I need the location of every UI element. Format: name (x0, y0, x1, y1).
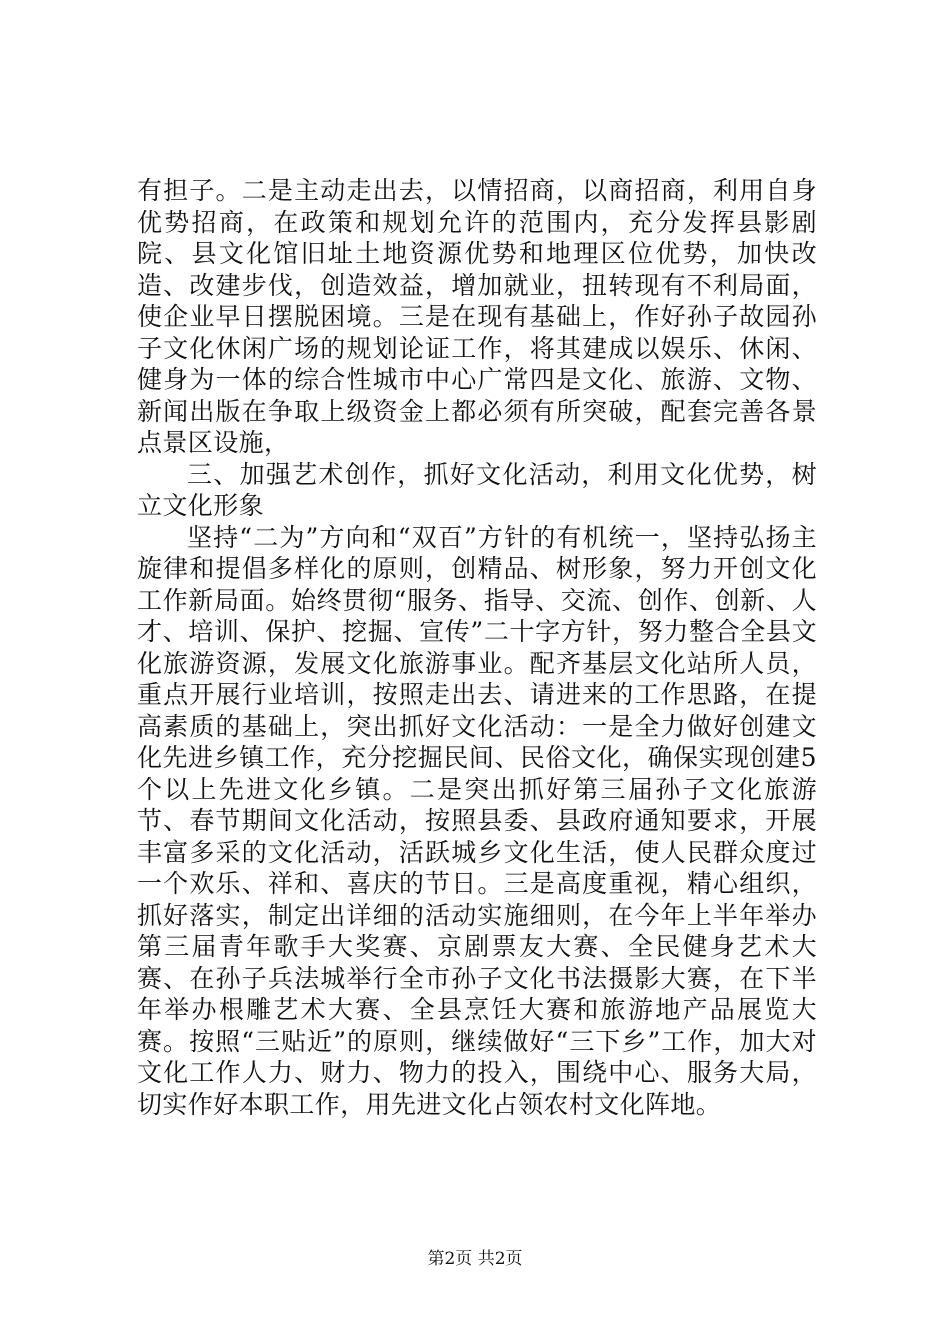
section-heading: 三、加强艺术创作，抓好文化活动，利用文化优势，树立文化形象 (137, 459, 817, 520)
page-footer: 第2页 共2页 (427, 1249, 523, 1269)
paragraph-body: 坚持“二为”方向和“双百”方针的有机统一，坚持弘扬主旋律和提倡多样化的原则，创精品、树形象，努力开创文化工作新局面。始终贯彻“服务、指导、交流、创作、创新、人才、培训、保护、挖掘、宣传”二十字方针，努力整合全县文化旅游资源，发展文化旅游事业。配齐基层文化站所人员，重点开展行业培训，按照走出去、请进来的工作思路，在提高素质的基础上，突出抓好文化活动：一是全力做好创建文化先进乡镇工作，充分挖掘民间、民俗文化，确保实现创建5个以上先进文化乡镇。二是突出抓好第三届孙子文化旅游节、春节期间文化活动，按照县委、县政府通知要求，开展丰富多采的文化活动，活跃城乡文化生活，使人民群众度过一个欢乐、祥和、喜庆的节日。三是高度重视，精心组织，抓好落实，制定出详细的活动实施细则，在今年上半年举办第三届青年歌手大奖赛、京剧票友大赛、全民健身艺术大赛、在孙子兵法城举行全市孙子文化书法摄影大赛，在下半年举办根雕艺术大赛、全县烹饪大赛和旅游地产品展览大赛。按照“三贴近”的原则，继续做好“三下乡”工作，加大对文化工作人力、财力、物力的投入，围绕中心、服务大局，切实作好本职工作，用先进文化占领农村文化阵地。 (137, 522, 817, 1119)
document-body (137, 175, 817, 1120)
paragraph-continuation: 有担子。二是主动走出去，以情招商，以商招商，利用自身优势招商，在政策和规划允许的范围内，充分发挥县影剧院、县文化馆旧址土地资源优势和地理区位优势，加快改造、改建步伐，创造效益，增加就业，扭转现有不利局面，使企业早日摆脱困境。三是在现有基础上，作好孙子故园孙子文化休闲广场的规划论证工作，将其建成以娱乐、休闲、健身为一体的综合性城市中心广常四是文化、旅游、文物、新闻出版在争取上级资金上都必须有所突破，配套完善各景点景区设施， (137, 176, 817, 457)
